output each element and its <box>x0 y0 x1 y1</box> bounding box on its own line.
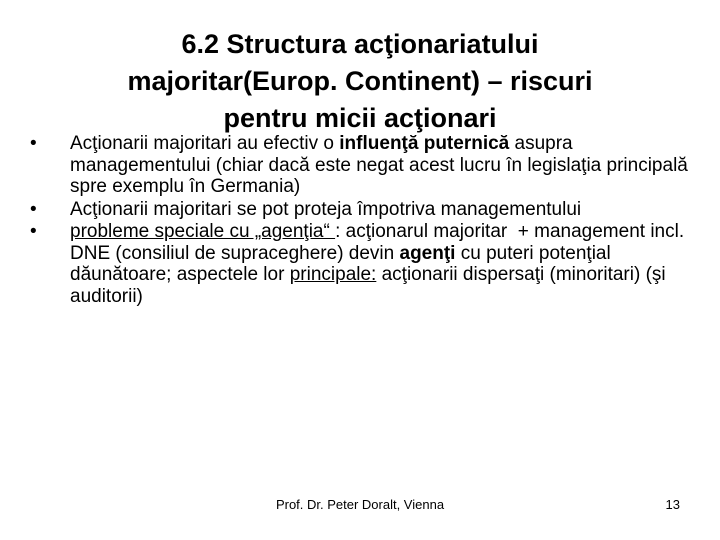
bullet-text-segment: : acţionarul majoritar + management incl. DNE (consiliul de supraceghere) devin <box>70 221 690 264</box>
bullet-item <box>30 133 694 198</box>
slide-title-line: majoritar(Europ. Continent) – riscuri <box>127 66 593 96</box>
bullet-text-segment: principale: <box>289 264 377 285</box>
footer-author: Prof. Dr. Peter Doralt, Vienna <box>275 497 445 512</box>
bullet-dot-icon: • <box>30 198 37 220</box>
bullet-text-segment: agenţi <box>399 242 456 264</box>
bullet-item <box>30 221 690 307</box>
bullet-dot-icon: • <box>30 133 37 154</box>
bullet-dot-icon: • <box>30 221 37 242</box>
slide-title-line: pentru micii acţionari <box>223 103 497 133</box>
bullet-text-segment: asupra managementului (chiar dacă este negat acest lucru în legislaţia principală spre exemplu în Germania) <box>70 133 694 197</box>
bullet-item <box>30 199 690 221</box>
bullet-text-segment: acţionarii dispersaţi (minoritari) (şi auditorii) <box>70 264 671 307</box>
page-number: 13 <box>665 497 680 512</box>
bullet-text-segment: Acţionarii majoritari se pot proteja împotriva managementului <box>70 198 582 220</box>
bullet-text-segment: probleme speciale cu „agenţia“ <box>70 221 336 242</box>
bullet-text-segment: Acţionarii majoritari au efectiv o <box>70 133 340 154</box>
slide-title-line: 6.2 Structura acţionariatului <box>181 29 539 59</box>
bullet-text-segment: influenţă puternică <box>339 133 510 154</box>
bullet-list <box>30 133 694 308</box>
bullet-text-segment: cu puteri potenţial dăunătoare; aspectele lor <box>70 242 616 285</box>
slide-title <box>40 26 680 137</box>
